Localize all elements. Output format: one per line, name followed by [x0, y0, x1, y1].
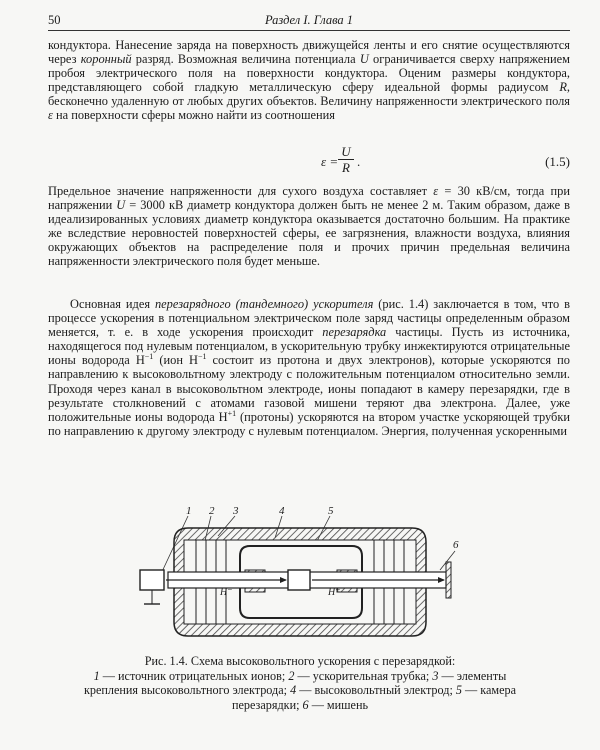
- equation-fraction: [338, 144, 354, 176]
- ion-source: [140, 570, 164, 590]
- equation-1-5: ε = $\frac{U}{R}$ . (1.5): [321, 144, 570, 175]
- equation-numerator: U: [338, 144, 354, 160]
- paragraph-tandem: Основная идея перезарядного (тандемного) ускорителя (рис. 1.4) заключается в том, что в процессе ускорения в потенциальном электрическом поле заряд частицы определенным образом меняется, т. е. в ходе ускорения происходит перезарядка частицы. Пусть из источника, находящегося под нулевым потенциалом, в ускорительную трубку инжектируются отрицательные ионы водорода $H^{-1}$ (ион $H^{-1}$ состоит из протона и двух электронов), которые ускоряются по направлению к высоковольтному электроду с положительным потенциалом относительно земли. Проходя через канал в высоковольтном электроде, ионы попадают в камеру перезарядки, где в результате столкновений с атомами газовой мишени теряют два электрона. Далее, уже положительные ионы водорода $H^{+1}$ (протоны) ускоряются на втором участке ускоряющей трубки по направлению к другому электроду с нулевым потенциалом. Энергия, полученная ускоренными: [48, 297, 571, 438]
- equation-lhs: ε =: [321, 154, 339, 169]
- label-4: 4: [279, 505, 285, 517]
- label-5: 5: [328, 505, 334, 517]
- figure-1-4: [100, 500, 490, 650]
- caption-title: Рис. 1.4. Схема высоковольтного ускорения с перезарядкой:: [144, 654, 456, 668]
- page-number: 50: [48, 13, 61, 27]
- accelerator-diagram: [100, 500, 490, 650]
- paragraph-field-limit: Предельное значение напряженности для сухого воздуха составляет ε = 30 кВ/см, тогда при напряжении U = 3000 кВ диаметр кондуктора должен быть не менее 2 м. Таким образом, даже в идеализированных условиях диаметр кондуктора оказывается достаточно большим. На практике же вследствие неровностей поверхностей сферы, ее загрязнения, влажности воздуха, влияния окружающих объектов на распределение поля и прочих причин предельная величина напряженности электрического поля будет меньше.: [48, 184, 570, 269]
- target: [446, 562, 451, 598]
- ion-label-plus: H⁺: [328, 587, 341, 598]
- paragraph-conductor: кондуктора. Нанесение заряда на поверхность движущейся ленты и его снятие осуществляются через коронный разряд. Возможная величина потенциала U ограничивается сверху напряжением пробоя электрического поля на поверхности кондуктора. Оценим размеры кондуктора, представляющего собой гладкую металлическую сферу идеальной формы радиусом R, бесконечно удаленную от любых других объектов. Величину напряженности электрического поля ε на поверхности сферы можно найти из соотношения: [48, 38, 570, 123]
- label-6: 6: [453, 539, 459, 551]
- caption-legend: 1 — источник отрицательных ионов; 2 — ускорительная трубка; 3 — элементы крепления высоковольтного электрода; 4 — высоковольтный электрод; 5 — камера перезарядки; 6 — мишень: [83, 668, 517, 712]
- running-header: [48, 12, 570, 31]
- figure-caption: [70, 654, 530, 712]
- ion-label-minus: H⁻: [220, 587, 233, 598]
- stripper-chamber: [288, 570, 310, 590]
- section-title: Раздел I. Глава 1: [264, 13, 354, 27]
- equation-denominator: R: [342, 160, 350, 175]
- label-1: 1: [186, 505, 192, 517]
- equation-number: (1.5): [545, 154, 570, 169]
- label-2: 2: [209, 505, 215, 517]
- label-3: 3: [233, 505, 239, 517]
